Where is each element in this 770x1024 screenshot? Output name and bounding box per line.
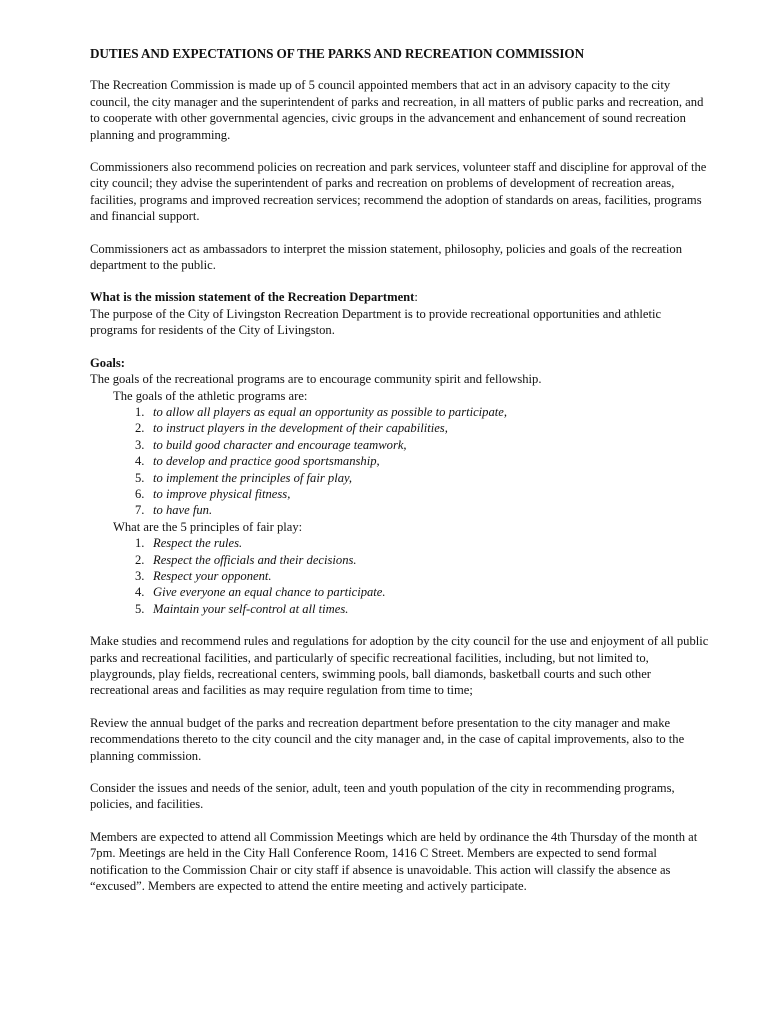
athletic-goal-item <box>90 420 710 436</box>
list-item-number: 1. <box>135 536 145 551</box>
list-item-number: 5. <box>135 470 145 485</box>
list-item-text: to improve physical fitness, <box>153 486 291 501</box>
goals-intro: The goals of the recreational programs are to encourage community spirit and fellowship. <box>90 372 542 387</box>
fair-play-item <box>90 568 710 584</box>
mission-question: What is the mission statement of the Recreation Department <box>90 290 415 305</box>
list-item-number: 4. <box>135 454 145 469</box>
fair-play-intro: What are the 5 principles of fair play: <box>113 519 303 534</box>
paragraph-ambassadors: Commissioners act as ambassadors to interpret the mission statement, philosophy, policies and goals of the recreation department to the public. <box>90 241 683 273</box>
document-title: DUTIES AND EXPECTATIONS OF THE PARKS AND RECREATION COMMISSION <box>90 46 585 61</box>
fair-play-item <box>90 552 710 568</box>
paragraph-recommendations: Commissioners also recommend policies on recreation and park services, volunteer staff and discipline for approval of the city council; they advise the superintendent of parks and recreation on problems of development of recreation areas, facilities, programs and improved recreation services; recommend the adoption of standards on areas, facilities, programs and financial support. <box>90 160 707 224</box>
list-item-number: 1. <box>135 404 145 419</box>
athletic-goal-item <box>90 453 710 469</box>
list-item-number: 5. <box>135 601 145 616</box>
paragraph-meeting-attendance: Members are expected to attend all Commission Meetings which are held by ordinance the 4th Thursday of the month at 7pm. Meetings are held in the City Hall Conference Room, 1416 C Street. Members are expected to send formal notification to the Commission Chair or city staff if absence is unavoidable. This action will classify the absence as “excused”. Members are expected to attend the entire meeting and actively participate. <box>90 829 698 894</box>
paragraph-rules-regulations: Make studies and recommend rules and regulations for adoption by the city council for the use and enjoyment of all public parks and recreational facilities, and particularly of specific recreational facilities, including, but not limited to, playgrounds, play fields, recreational centers, swimming pools, ball diamonds, basketball courts and such other recreational areas and facilities as may require regulation from time to time; <box>90 634 709 698</box>
list-item-text: to develop and practice good sportsmanship, <box>153 454 380 469</box>
athletic-goal-item <box>90 437 710 453</box>
list-item-text: to instruct players in the development of their capabilities, <box>153 421 448 436</box>
list-item-number: 6. <box>135 486 145 501</box>
fair-play-item <box>90 535 710 551</box>
athletic-goals-list <box>90 404 710 519</box>
paragraph-budget-review: Review the annual budget of the parks and recreation department before presentation to the city manager and make recommendations thereto to the city council and the city manager and, in the case of capital improvements, also to the planning commission. <box>90 715 685 763</box>
spacer <box>90 617 710 633</box>
paragraph-composition: The Recreation Commission is made up of 5 council appointed members that act in an advisory capacity to the city council, the city manager and the superintendent of parks and recreation, in all matters of public parks and recreation, and to cooperate with other governmental agencies, civic groups in the advancement and enhancement of sound recreation planning and programming. <box>90 78 704 142</box>
athletic-goal-item <box>90 470 710 486</box>
list-item-text: Respect the officials and their decisions. <box>153 552 357 567</box>
mission-answer: The purpose of the City of Livingston Recreation Department is to provide recreational opportunities and athletic programs for residents of the City of Livingston. <box>90 306 662 338</box>
athletic-goal-item <box>90 404 710 420</box>
list-item-text: to allow all players as equal an opportunity as possible to participate, <box>153 404 508 419</box>
athletic-goal-item <box>90 486 710 502</box>
list-item-text: to have fun. <box>153 503 213 518</box>
list-item-number: 2. <box>135 552 145 567</box>
list-item-number: 3. <box>135 568 145 583</box>
fair-play-item <box>90 601 710 617</box>
mission-colon: : <box>414 290 418 305</box>
goals-section <box>90 355 710 618</box>
paragraph-population-needs: Consider the issues and needs of the senior, adult, teen and youth population of the city in recommending programs, policies, and facilities. <box>90 781 675 812</box>
goals-heading: Goals: <box>90 355 125 370</box>
list-item-text: Respect your opponent. <box>153 568 272 583</box>
list-item-number: 7. <box>135 503 145 518</box>
list-item-text: Give everyone an equal chance to participate. <box>153 585 386 600</box>
athletic-goal-item <box>90 502 710 518</box>
athletic-goals-intro: The goals of the athletic programs are: <box>113 388 308 403</box>
spacer <box>90 339 710 355</box>
list-item-text: to build good character and encourage teamwork, <box>153 437 407 452</box>
list-item-number: 2. <box>135 421 145 436</box>
fair-play-list <box>90 535 710 617</box>
list-item-text: Respect the rules. <box>153 536 243 551</box>
list-item-text: to implement the principles of fair play, <box>153 470 353 485</box>
mission-section <box>90 289 710 338</box>
list-item-number: 3. <box>135 437 145 452</box>
list-item-number: 4. <box>135 585 145 600</box>
list-item-text: Maintain your self-control at all times. <box>153 601 349 616</box>
fair-play-item <box>90 584 710 600</box>
